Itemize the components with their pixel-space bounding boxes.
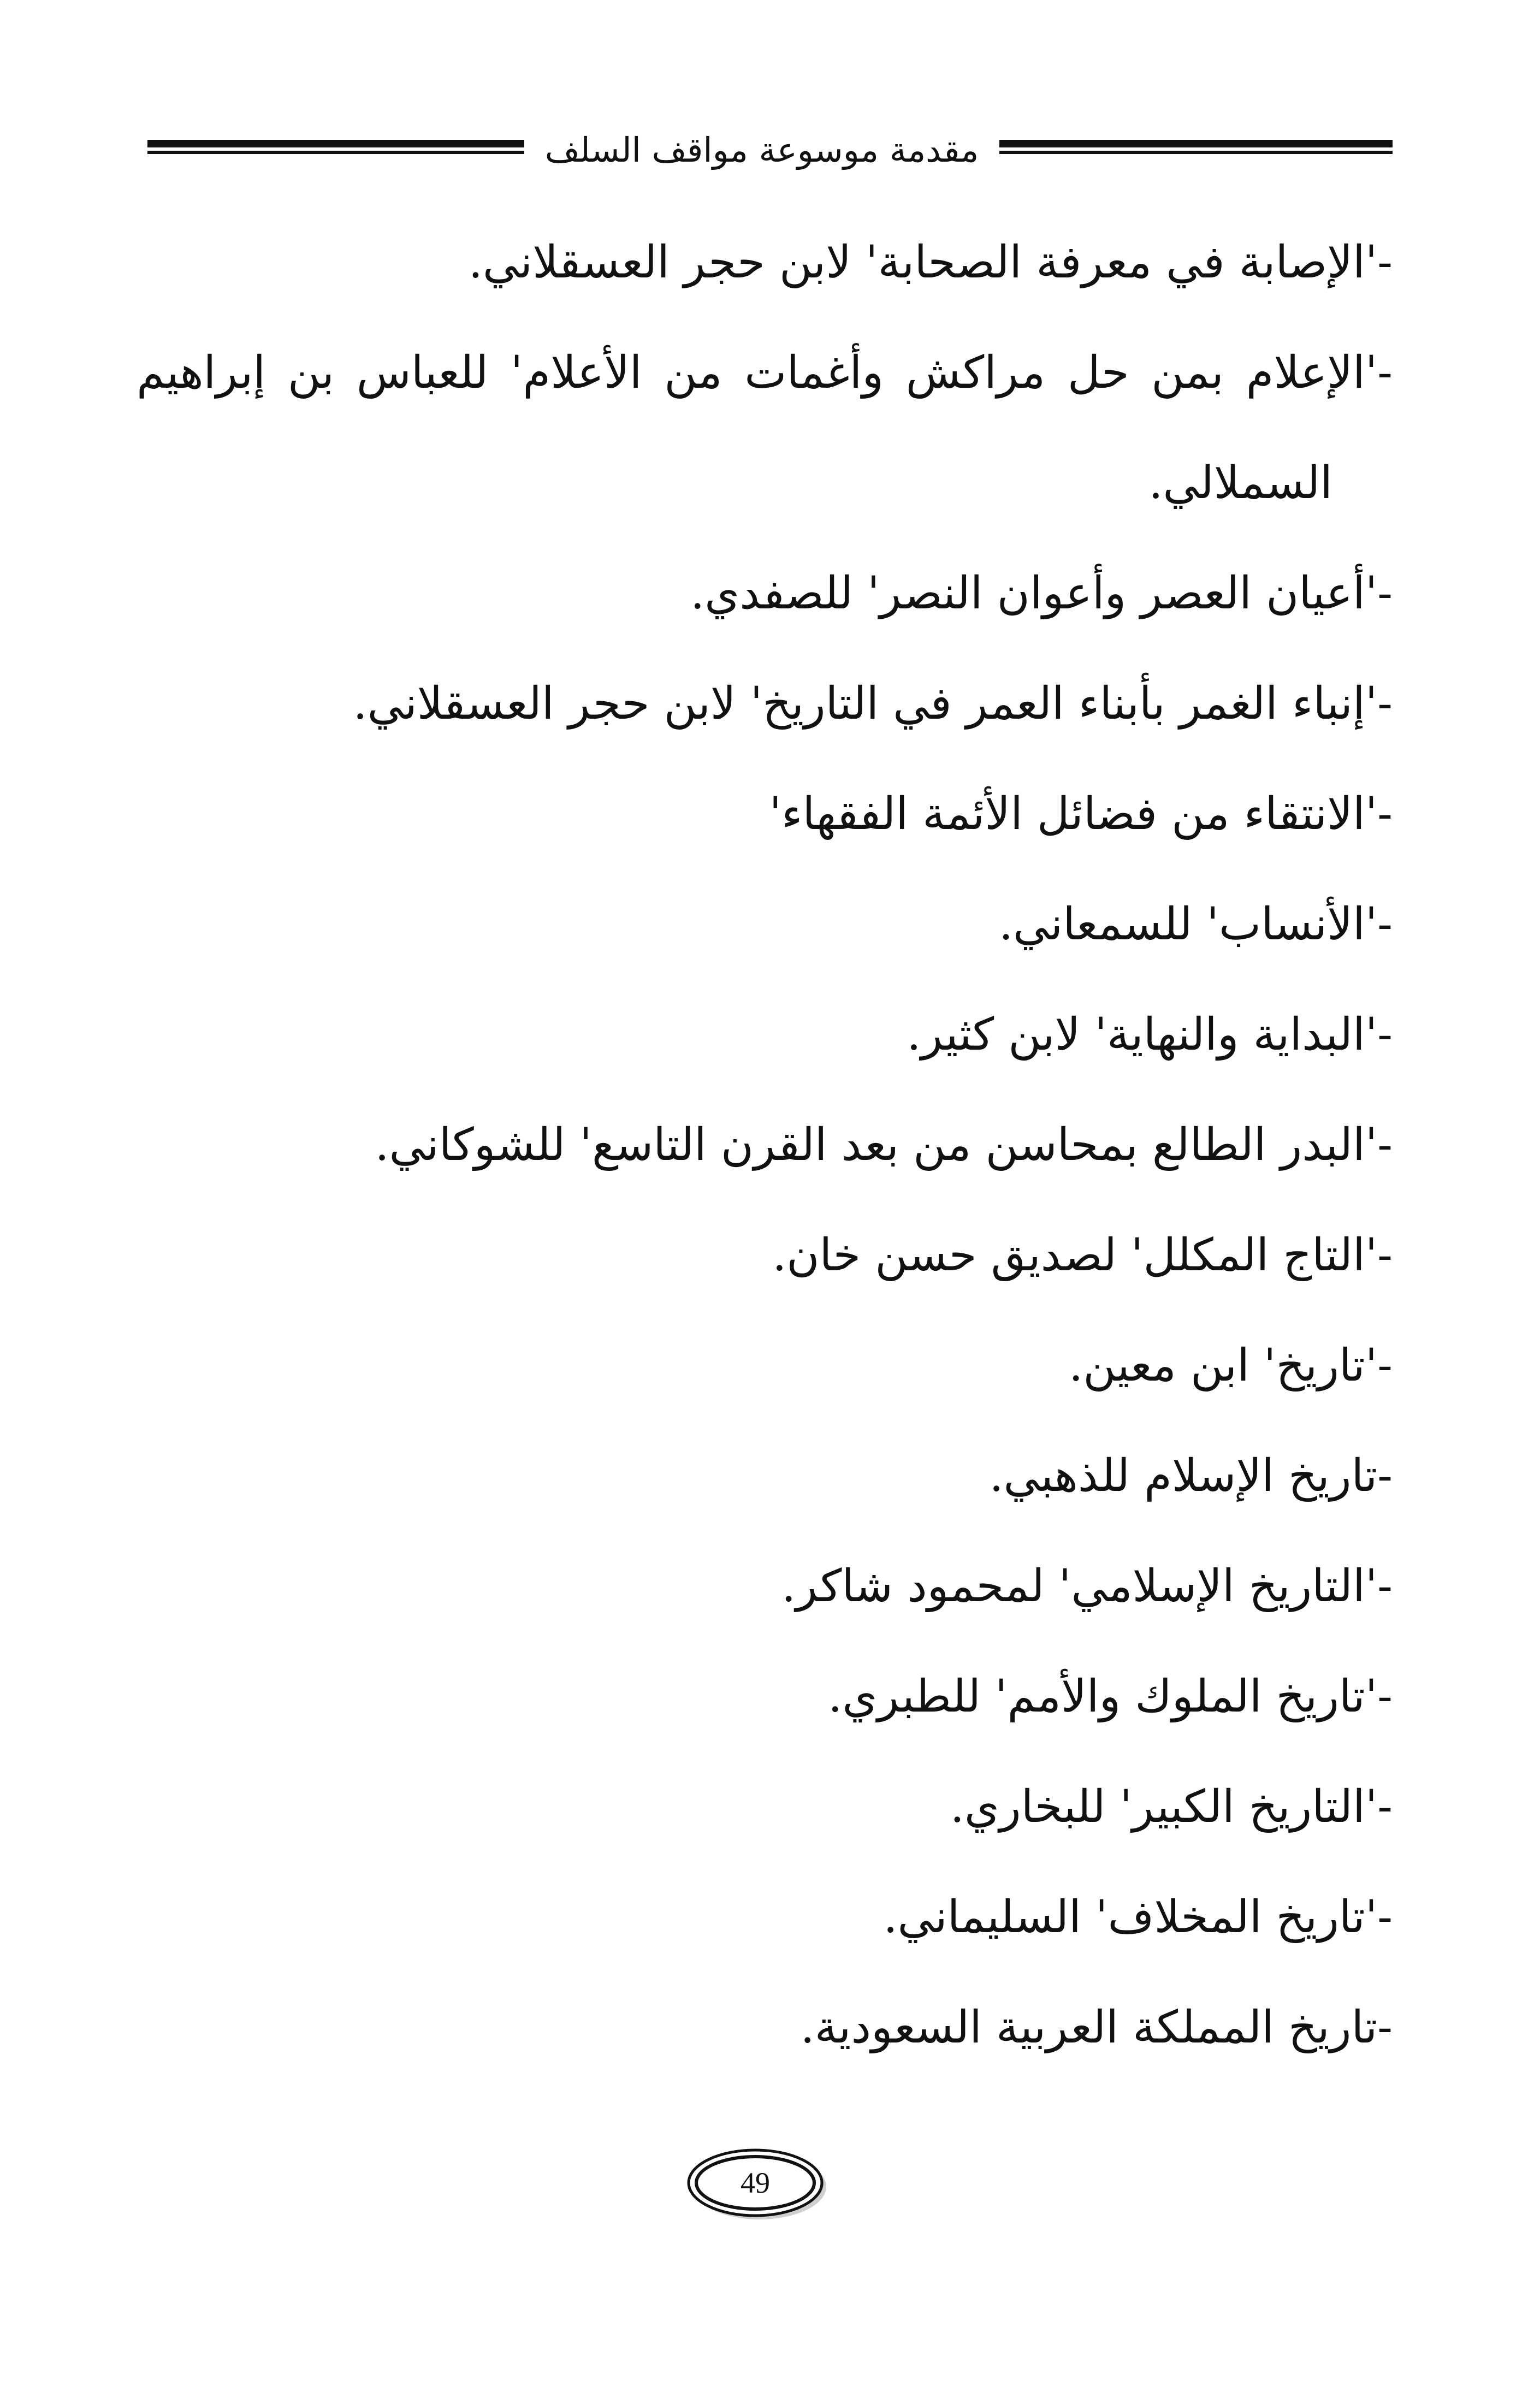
- list-item: -'الانتقاء من فضائل الأئمة الفقهاء': [769, 788, 1393, 840]
- list-item: -'التاريخ الإسلامي' لمحمود شاكر.: [781, 1560, 1393, 1612]
- list-item: -'تاريخ الملوك والأمم' للطبري.: [828, 1671, 1393, 1722]
- list-item: -تاريخ المملكة العربية السعودية.: [800, 2002, 1393, 2053]
- header-title: مقدمة موسوعة مواقف السلف: [544, 130, 979, 170]
- list-item: -'الأنساب' للسمعاني.: [998, 898, 1393, 950]
- list-item: -'تاريخ المخلاف' السليماني.: [883, 1891, 1393, 1943]
- list-item: -'التاريخ الكبير' للبخاري.: [950, 1781, 1393, 1833]
- list-item-continuation: السملالي.: [1148, 457, 1332, 509]
- list-item: -'الإعلام بمن حل مراكش وأغمات من الأعلام' للعباس بن إبراهيم: [137, 347, 1393, 399]
- list-item: -'البدر الطالع بمحاسن من بعد القرن التاسع' للشوكاني.: [375, 1119, 1393, 1171]
- list-item: -'البداية والنهاية' لابن كثير.: [907, 1009, 1393, 1061]
- list-item: -'التاج المكلل' لصديق حسن خان.: [772, 1229, 1393, 1281]
- page-number-badge: [687, 2147, 829, 2223]
- list-item: -تاريخ الإسلام للذهبي.: [989, 1450, 1393, 1502]
- list-item: -'الإصابة في معرفة الصحابة' لابن حجر العسقلاني.: [468, 236, 1393, 288]
- list-item: -'إنباء الغمر بأبناء العمر في التاريخ' لابن حجر العسقلاني.: [353, 678, 1393, 730]
- header-rule-right: [999, 140, 1393, 163]
- page-number: 49: [741, 2166, 770, 2199]
- list-item: -'تاريخ' ابن معين.: [1069, 1340, 1393, 1392]
- bibliography-list: [137, 208, 1393, 2083]
- list-item: -'أعيان العصر وأعوان النصر' للصفدي.: [690, 567, 1393, 619]
- running-header: [147, 120, 1393, 180]
- header-rule-left: [147, 140, 524, 163]
